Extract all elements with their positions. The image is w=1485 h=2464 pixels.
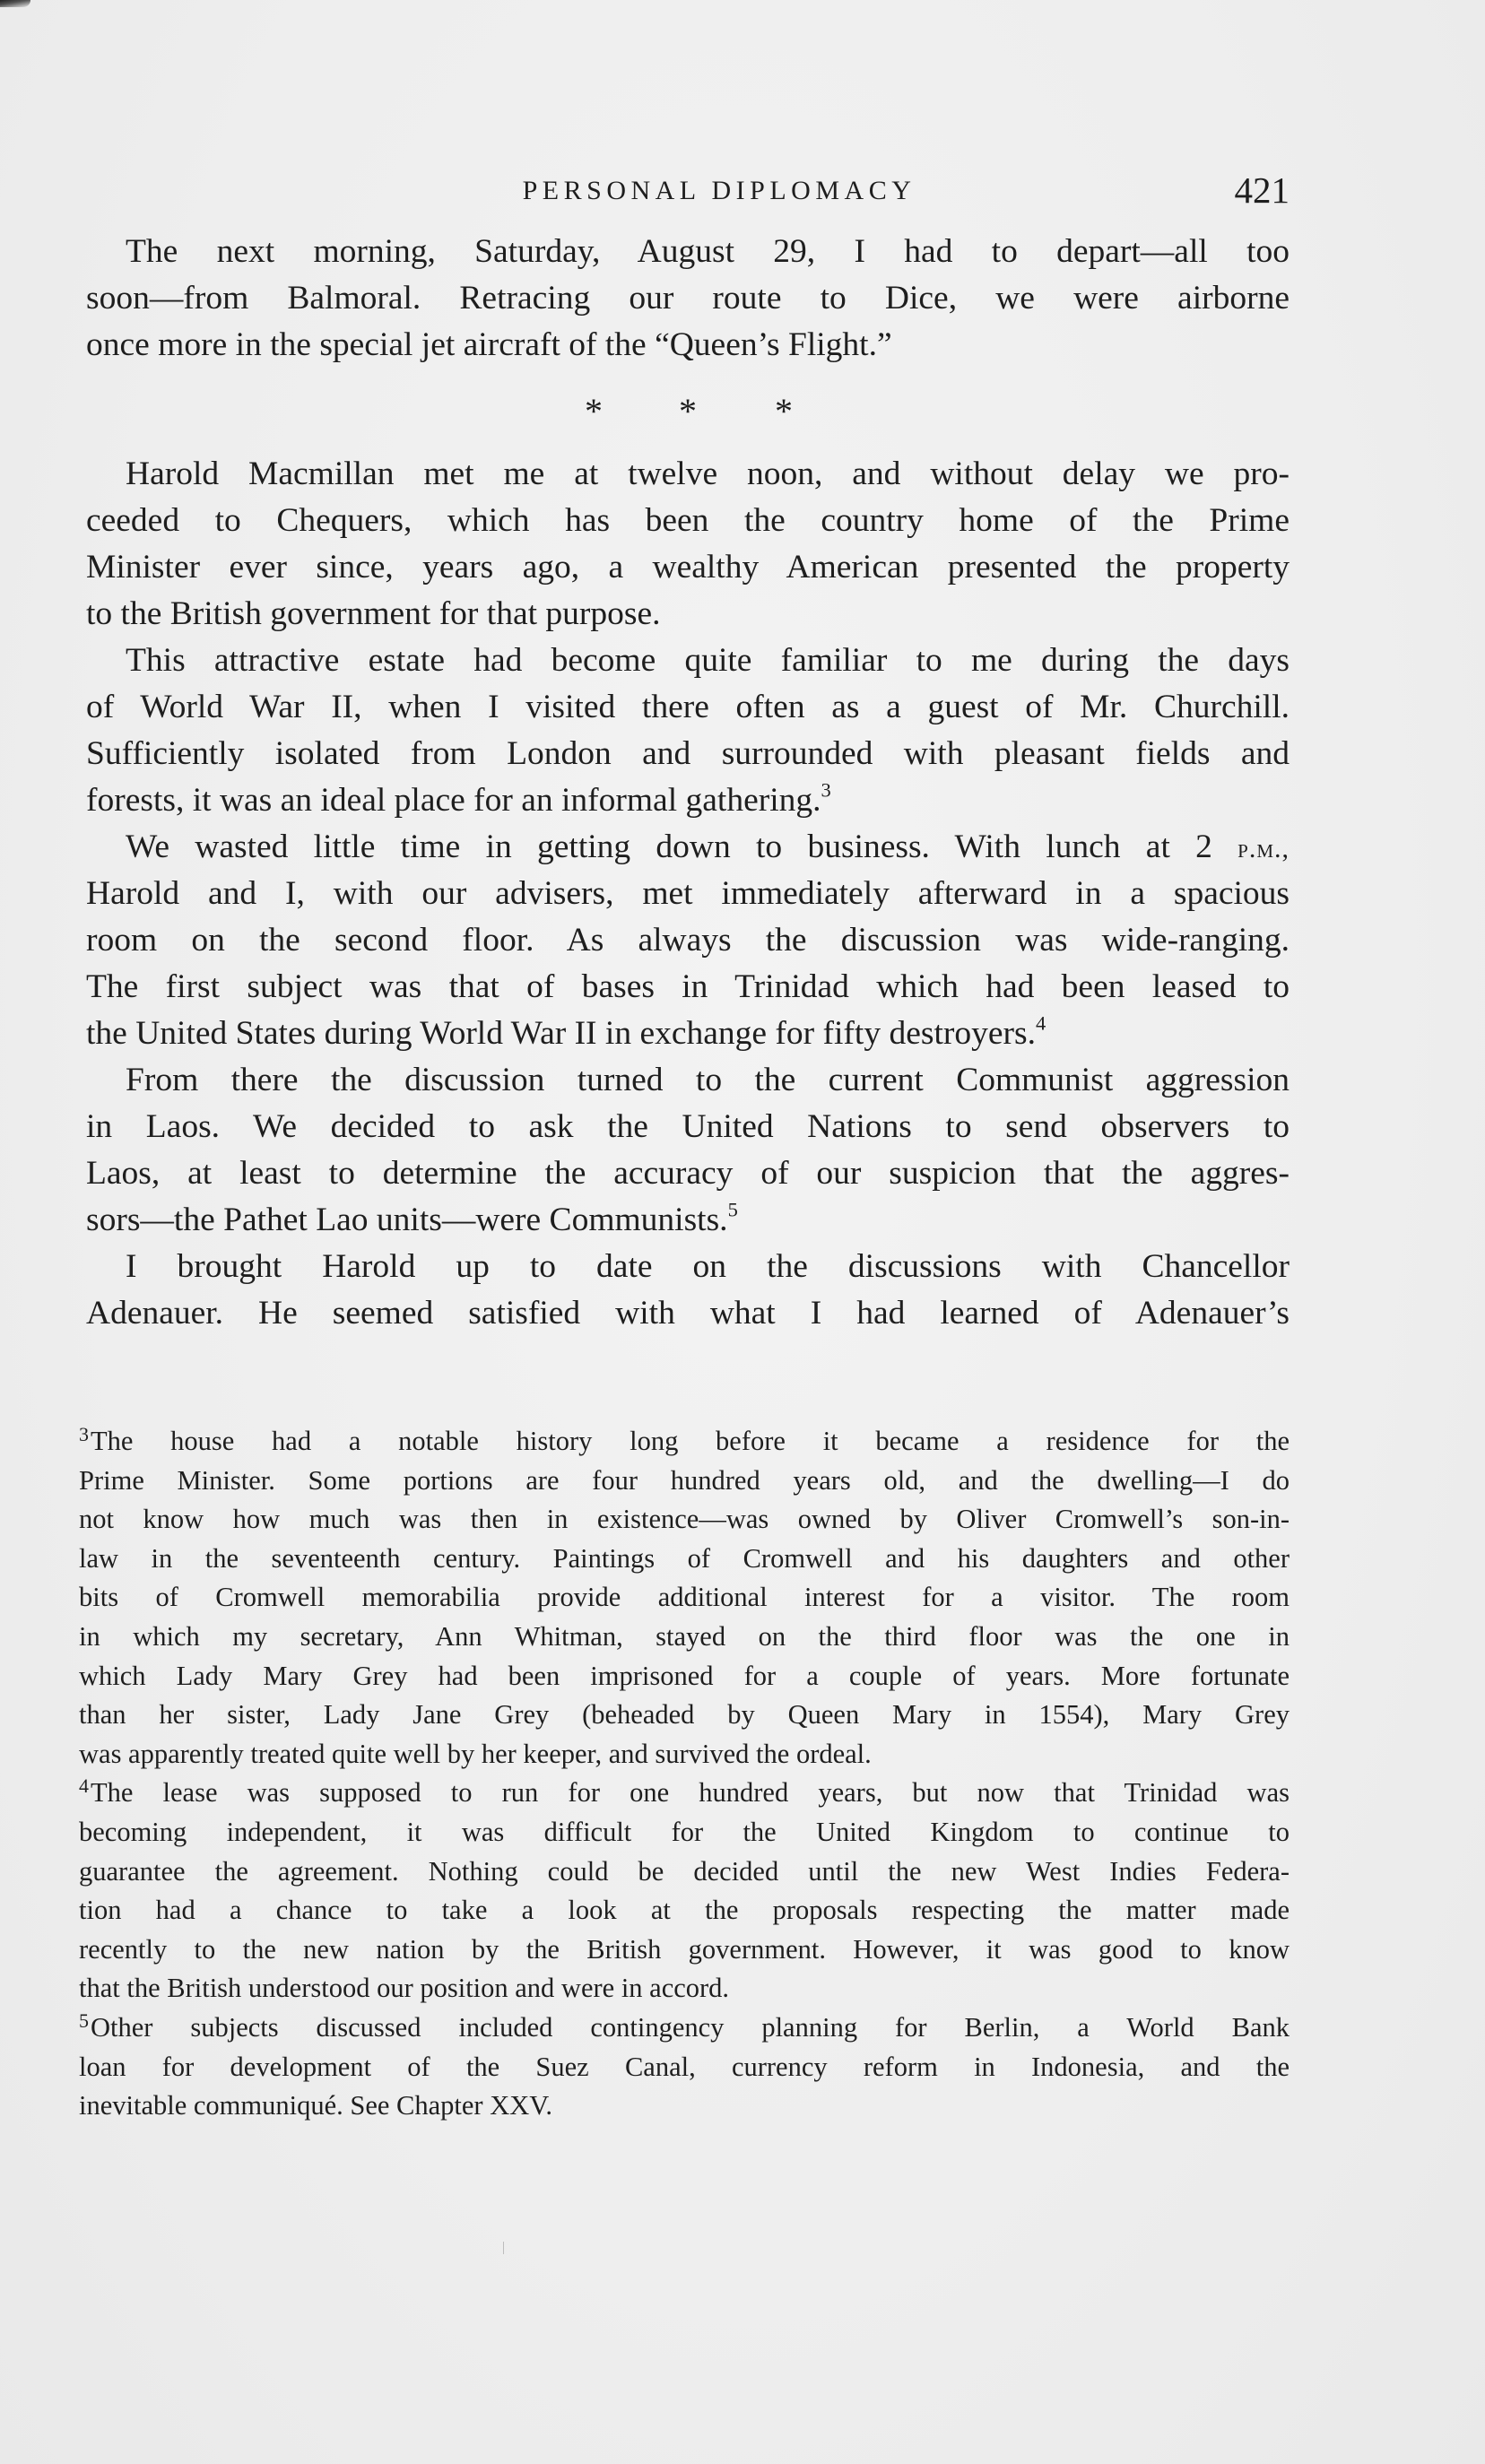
- text-line-content: sors—the Pathet Lao units—were Communists.: [86, 1202, 728, 1238]
- footnote-line: law in the seventeenth century. Paintings of Cromwell and his daughters and other: [79, 1542, 1290, 1574]
- running-title: PERSONAL DIPLOMACY: [522, 176, 916, 205]
- text-line: I brought Harold up to date on the discussions with Chancellor: [126, 1248, 1290, 1285]
- scan-edge-shadow: [0, 0, 30, 7]
- footnote-ref-4[interactable]: 4: [1035, 1011, 1046, 1035]
- text-line: soon—from Balmoral. Retracing our route to Dice, we were airborne: [86, 280, 1290, 317]
- asterisk: *: [679, 391, 697, 431]
- footnote-ref-5[interactable]: 5: [727, 1198, 738, 1221]
- text-line: ceeded to Chequers, which has been the country home of the Prime: [86, 502, 1290, 539]
- footnote-line-content: Other subjects discussed included contingency planning for Berlin, a World Bank: [90, 2011, 1290, 2043]
- footnote-line: recently to the new nation by the British government. However, it was good to know: [79, 1933, 1290, 1965]
- section-break: [86, 369, 1290, 462]
- text-line: The first subject was that of bases in Trinidad which had been leased to: [86, 968, 1290, 1005]
- time-abbreviation: p.m.,: [1238, 834, 1290, 863]
- text-line: Harold Macmillan met me at twelve noon, and without delay we pro-: [126, 455, 1290, 492]
- footnote-ref-3[interactable]: 3: [821, 778, 831, 802]
- page-number: 421: [1234, 169, 1290, 211]
- footnote-line: guarantee the agreement. Nothing could be decided until the new West Indies Federa-: [79, 1855, 1290, 1887]
- text-line: in Laos. We decided to ask the United Nations to send observers to: [86, 1108, 1290, 1145]
- footnote-line: in which my secretary, Ann Whitman, stayed on the third floor was the one in: [79, 1620, 1290, 1652]
- paragraph: [86, 1244, 1290, 1337]
- asterisk: *: [585, 391, 603, 431]
- text-line: This attractive estate had become quite familiar to me during the days: [126, 642, 1290, 679]
- text-line: From there the discussion turned to the current Communist aggression: [126, 1062, 1290, 1098]
- footnote-line: bits of Cromwell memorabilia provide additional interest for a visitor. The room: [79, 1582, 1290, 1613]
- text-line: [86, 1197, 1290, 1244]
- text-line-content: the United States during World War II in exchange for fifty destroyers.: [86, 1015, 1036, 1052]
- paper-blemish: [503, 2242, 504, 2254]
- footnote-number: 4: [79, 1774, 89, 1798]
- text-line: Sufficiently isolated from London and surrounded with pleasant fields and: [86, 735, 1290, 772]
- footnote-number: 3: [79, 1423, 89, 1446]
- paragraph: [86, 451, 1290, 638]
- footnote-line: [79, 1774, 1290, 1813]
- footnote-line: loan for development of the Suez Canal, currency reform in Indonesia, and the: [79, 2051, 1290, 2082]
- asterisk: *: [775, 391, 793, 431]
- footnotes: [79, 1422, 1290, 2126]
- text-line: Harold and I, with our advisers, met immediately afterward in a spacious: [86, 875, 1290, 912]
- text-line: Minister ever since, years ago, a wealthy American presented the property: [86, 549, 1290, 586]
- text-line: [86, 824, 1290, 871]
- text-line: The next morning, Saturday, August 29, I had to depart—all too: [126, 233, 1290, 270]
- footnote-4: [79, 1774, 1290, 2009]
- footnote-line: [79, 2009, 1290, 2048]
- text-line: [86, 777, 1290, 824]
- body-text: [86, 229, 1290, 1337]
- paragraph: [86, 824, 1290, 1057]
- paragraph: [86, 638, 1290, 824]
- footnote-line: which Lady Mary Grey had been imprisoned for a couple of years. More fortunate: [79, 1660, 1290, 1691]
- footnote-line-content: The lease was supposed to run for one hundred years, but now that Trinidad was: [90, 1777, 1290, 1809]
- footnote-line: becoming independent, it was difficult for the United Kingdom to continue to: [79, 1816, 1290, 1847]
- text-line: Adenauer. He seemed satisfied with what I had learned of Adenauer’s: [86, 1295, 1290, 1332]
- text-line: to the British government for that purpose.: [86, 595, 661, 632]
- footnote-line-content: The house had a notable history long before it became a residence for the: [90, 1426, 1290, 1456]
- text-line-content: We wasted little time in getting down to business. With lunch at 2: [126, 829, 1212, 865]
- text-line-content: forests, it was an ideal place for an informal gathering.: [86, 782, 821, 819]
- footnote-3: [79, 1422, 1290, 1774]
- footnote-line: Prime Minister. Some portions are four hundred years old, and the dwelling—I do: [79, 1464, 1290, 1496]
- text-line: room on the second floor. As always the discussion was wide-ranging.: [86, 922, 1290, 959]
- text-line: [86, 1011, 1290, 1057]
- footnote-line: tion had a chance to take a look at the proposals respecting the matter made: [79, 1895, 1290, 1926]
- paragraph: [86, 229, 1290, 369]
- text-line: of World War II, when I visited there often as a guest of Mr. Churchill.: [86, 689, 1290, 725]
- footnote-5: [79, 2009, 1290, 2126]
- footnote-line: than her sister, Lady Jane Grey (beheaded by Queen Mary in 1554), Mary Grey: [79, 1699, 1290, 1731]
- footnote-line: [79, 1422, 1290, 1462]
- footnote-line: was apparently treated quite well by her keeper, and survived the ordeal.: [79, 1738, 872, 1769]
- footnote-number: 5: [79, 2009, 89, 2033]
- footnote-line: that the British understood our position and were in accord.: [79, 1973, 730, 2004]
- paragraph: [86, 1057, 1290, 1244]
- text-line: Laos, at least to determine the accuracy of our suspicion that the aggres-: [86, 1155, 1290, 1192]
- footnote-line: not know how much was then in existence—was owned by Oliver Cromwell’s son-in-: [79, 1504, 1290, 1535]
- running-head: [86, 169, 1290, 212]
- footnote-line: inevitable communiqué. See Chapter XXV.: [79, 2090, 552, 2121]
- text-line: once more in the special jet aircraft of the “Queen’s Flight.”: [86, 326, 892, 363]
